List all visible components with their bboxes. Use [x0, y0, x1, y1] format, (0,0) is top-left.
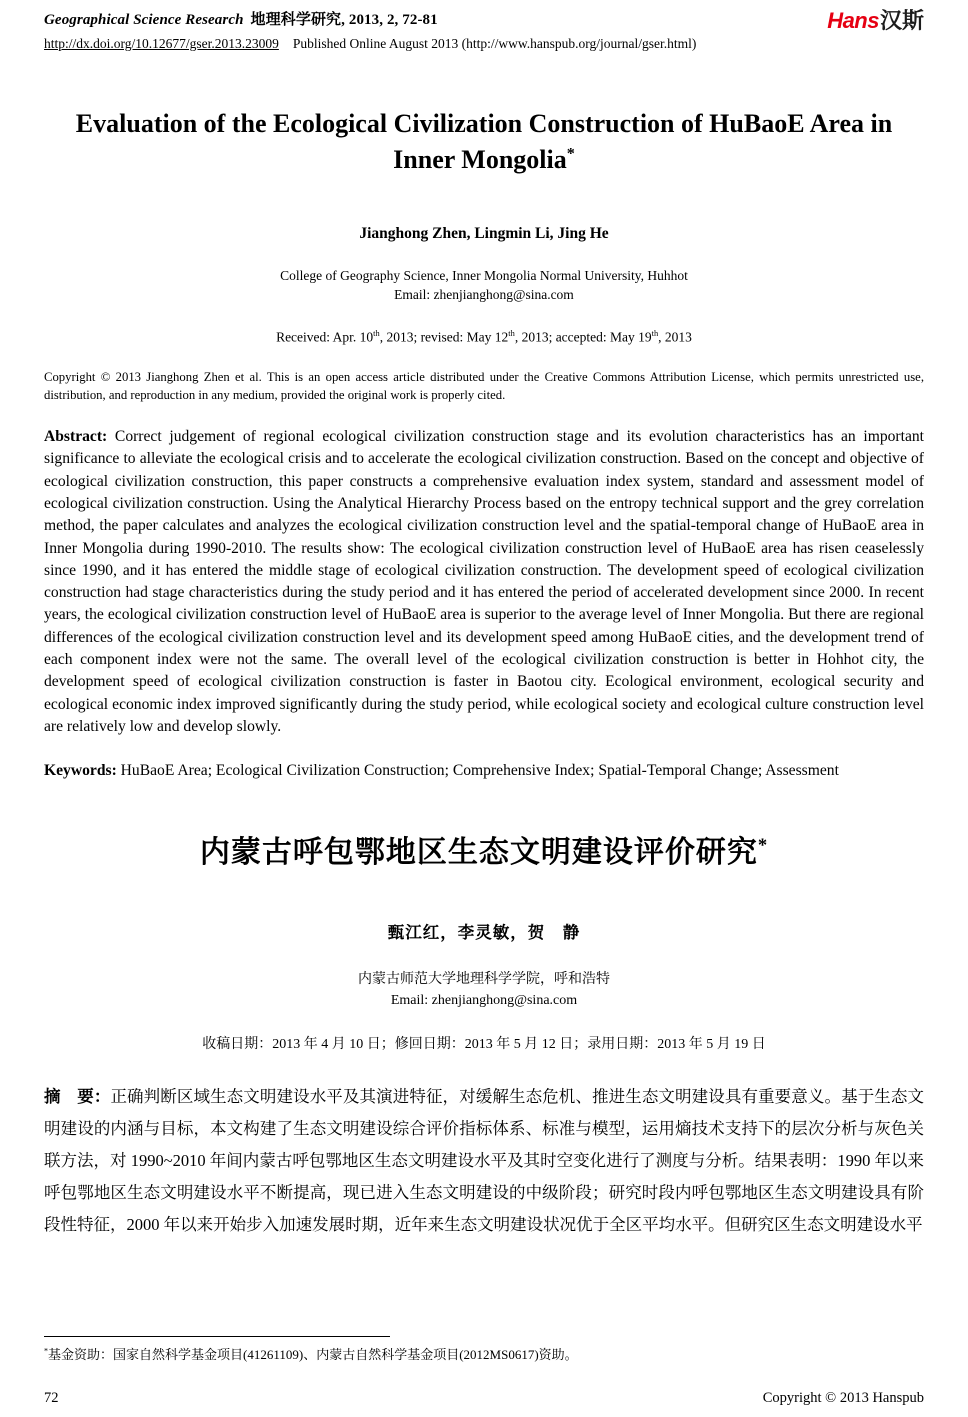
email-chinese: Email: zhenjianghong@sina.com — [390, 992, 578, 1008]
page-number: 72 — [44, 1390, 59, 1406]
footnote-divider — [44, 1336, 390, 1337]
received-part: , 2013; accepted: May 19 — [514, 329, 652, 345]
authors-chinese: 甄江红，李灵敏，贺 静 — [387, 922, 581, 942]
received-part: , 2013 — [658, 329, 692, 345]
journal-name-chinese-citation: 地理科学研究, 2013, 2, 72-81 — [250, 12, 438, 28]
received-part: , 2013; revised: May 12 — [379, 329, 509, 345]
email-english: Email: zhenjianghong@sina.com — [394, 286, 574, 302]
journal-info — [44, 8, 696, 52]
ordinal-suffix: th — [373, 328, 380, 338]
footnote-marker: * — [44, 1346, 49, 1356]
article-title-english-text: Evaluation of the Ecological Civilization Construction of HuBaoE Area in Inner Mongolia — [75, 109, 893, 175]
ordinal-suffix: th — [508, 328, 515, 338]
affiliation-block-english — [44, 267, 924, 305]
page-header — [44, 8, 924, 52]
footer-copyright: Copyright © 2013 Hanspub — [762, 1390, 924, 1406]
funding-footnote — [44, 1336, 924, 1363]
abstract-text-chinese: 正确判断区域生态文明建设水平及其演进特征，对缓解生态危机、推进生态文明建设具有重要意义。基于生态文明建设的内涵与目标，本文构建了生态文明建设综合评价指标体系、标准与模型，运用熵技术支持下的层次分析与灰色关联方法，对 1990~2010 年间内蒙古呼包鄂地区生态文明建设水平及其时空变化进行了测度与分析。结果表明：1990 年以来呼包鄂地区生态文明建设水平不断提高，现已进入生态文明建设的中级阶段；研究时段内呼包鄂地区生态文明建设具有阶段性特征，2000 年以来开始步入加速发展时期，近年来生态文明建设状况优于全区平均水平。但研究区生态文明建设水平 — [44, 1086, 925, 1235]
article-title-chinese-text: 内蒙古呼包鄂地区生态文明建设评价研究 — [199, 835, 758, 869]
abstract-label-english: Abstract: — [44, 428, 108, 446]
ordinal-suffix: th — [651, 328, 659, 338]
received-part: Received: Apr. 10 — [276, 329, 374, 345]
funding-footnote-text-line — [44, 1344, 924, 1363]
title-footnote-marker-chinese: * — [757, 834, 769, 856]
affiliation-english: College of Geography Science, Inner Mongolia Normal University, Huhhot — [280, 267, 688, 283]
received-dates-english — [44, 329, 924, 346]
abstract-chinese — [44, 1081, 924, 1242]
received-dates-chinese: 收稿日期：2013 年 4 月 10 日；修回日期：2013 年 5 月 12 日；录用日期：2013 年 5 月 19 日 — [202, 1036, 766, 1052]
published-online-text: Published Online August 2013 (http://www.hanspub.org/journal/gser.html) — [292, 36, 697, 51]
abstract-text-english: Correct judgement of regional ecological civilization construction stage and its evolution characteristics has an important significance to alleviate the ecological crisis and to accelerate the ecological civilization construction. Based on the concept and objective of ecological civilization construction, this paper constructs a comprehensive evaluation index system, standard and assessment model of ecological civilization construction. Using the Analytical Hierarchy Process based on the entropy technical support and the grey correlation method, the paper calculates and analyzes the ecological civilization construction level and the spatial-temporal change of HuBaoE area in Inner Mongolia during 1990-2010. The results show: The ecological civilization construction level of HuBaoE area has risen ceaselessly since 1990, and it has entered the middle stage of ecological civilization construction. The development speed of ecological civilization construction had stage characteristics during the study period and it has entered the period of accelerated development since 2000. In recent years, the ecological civilization construction level of HuBaoE area is superior to the average level of Inner Mongolia. But there are regional differences of the ecological civilization construction level and its development speed among HuBaoE cities, and the development trend of each component index were not the same. The overall level of the ecological civilization construction is better in Hohhot city, the development speed of ecological civilization construction is faster in Baotou city. Ecological environment, ecological security and ecological economic index improved significantly during the study period, while ecological society and ecological culture construction level are relatively low and develop slowly. — [44, 428, 924, 735]
page-footer — [44, 1390, 924, 1407]
keywords-english — [44, 760, 924, 782]
affiliation-chinese: 内蒙古师范大学地理科学学院，呼和浩特 — [358, 971, 610, 987]
journal-citation-line — [44, 8, 696, 29]
journal-name-english: Geographical Science Research — [44, 12, 244, 28]
doi-link[interactable]: http://dx.doi.org/10.12677/gser.2013.23009 — [44, 36, 279, 51]
article-title-english — [44, 106, 924, 179]
affiliation-block-chinese — [44, 969, 924, 1011]
authors-english: Jianghong Zhen, Lingmin Li, Jing He — [359, 224, 609, 242]
funding-footnote-text: 基金资助：国家自然科学基金项目(41261109)、内蒙古自然科学基金项目(2012MS0617)资助。 — [48, 1347, 578, 1362]
hanspub-logo-hanzi: 汉斯 — [879, 8, 924, 33]
keywords-text-english: HuBaoE Area; Ecological Civilization Construction; Comprehensive Index; Spatial-Temporal Change; Assessment — [116, 762, 839, 780]
hanspub-logo — [827, 10, 924, 32]
keywords-label-english: Keywords: — [44, 762, 117, 780]
copyright-notice: Copyright © 2013 Jianghong Zhen et al. This is an open access article distributed under the Creative Commons Attribution License, which permits unrestricted use, distribution, and reproduction in any medium, provided the original work is properly cited. — [44, 370, 924, 402]
doi-line — [44, 36, 696, 52]
abstract-english — [44, 426, 924, 738]
article-title-chinese — [44, 827, 924, 871]
abstract-label-chinese: 摘 要： — [44, 1086, 111, 1106]
hanspub-logo-hans: Hans — [827, 8, 879, 33]
title-footnote-marker: * — [566, 145, 575, 163]
